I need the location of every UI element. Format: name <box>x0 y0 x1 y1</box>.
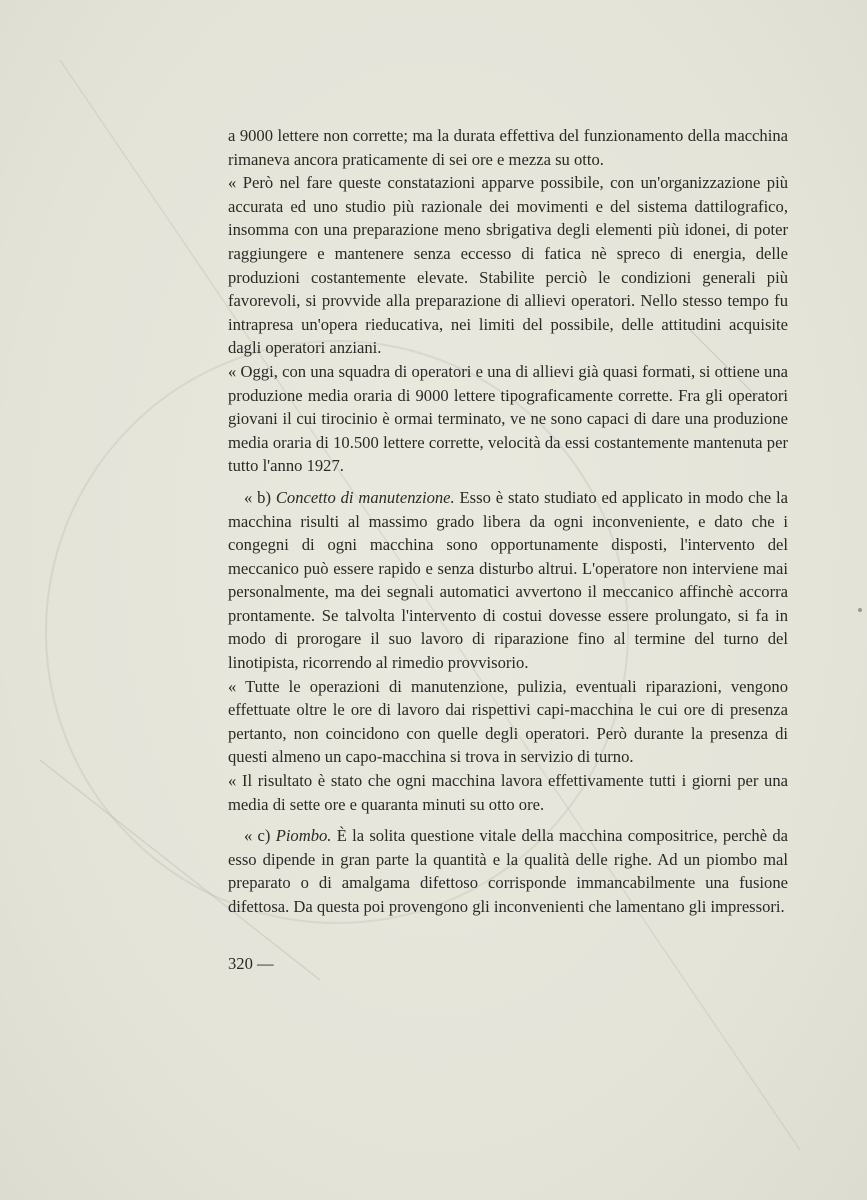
paragraph-text: « Però nel fare queste constatazioni apparve possibile, con un'organizzazione più accurata ed uno studio più razionale dei movimenti e del sistema dattilografico, insomma con una preparazione meno sbrigativa degli elementi più idonei, di poter raggiungere e mantenere senza eccesso di fatica nè spreco di energia, delle produzioni costantemente elevate. Stabilite perciò le condizioni generali più favorevoli, si provvide alla preparazione di allievi operatori. Nello stesso tempo fu intrapresa un'opera rieducativa, nei limiti del possibile, delle attitudini acquisite dagli operatori anziani. <box>228 173 788 358</box>
paragraph-7 <box>228 824 788 918</box>
paragraph-4 <box>228 486 788 675</box>
paragraph-text: È la solita questione vitale della macchina compositrice, perchè da esso dipende in gran parte la quantità e la qualità delle righe. Ad un piombo mal preparato o di amalgama difettoso corrisponde immancabilmente una fusione difettosa. Da questa poi provengono gli inconvenienti che lamentano gli impressori. <box>228 826 788 916</box>
paragraph-2 <box>228 171 788 360</box>
paragraph-text: Esso è stato studiato ed applicato in modo che la macchina risulti al massimo grado libera da ogni inconveniente, e dato che i congegni di ogni macchina sono opportunamente disposti, l'intervento del meccanico può essere rapido e senza disturbo altrui. L'operatore non interviene mai personalmente, ma dei segnali automatici avvertono il meccanico affinchè accorra prontamente. Se talvolta l'intervento di costui dovesse essere prolungato, si fa in modo di prorogare il suo lavoro di riparazione fino al termine del turno del linotipista, ricorrendo al rimedio provvisorio. <box>228 487 788 673</box>
paragraph-text: « c) <box>244 826 276 846</box>
paragraph-3 <box>228 360 788 478</box>
paragraph-5 <box>228 675 788 769</box>
page-number: 320 — <box>228 954 274 973</box>
page-speck <box>858 608 862 612</box>
paragraph-1 <box>228 124 788 171</box>
paragraph-text: « Oggi, con una squadra di operatori e una di allievi già quasi formati, si ottiene una produzione media oraria di 9000 lettere tipograficamente corrette. Fra gli operatori giovani il cui tirocinio è ormai terminato, ve ne sono capaci di dare una produzione media oraria di 10.500 lettere corrette, velocità da essi costantemente mantenuta per tutto l'anno 1927. <box>228 361 788 476</box>
paragraph-text: « b) <box>244 487 276 507</box>
paragraph-text: « Il risultato è stato che ogni macchina lavora effettivamente tutti i giorni per una media di sette ore e quaranta minuti su otto ore. <box>228 771 788 814</box>
section-heading-manutenzione: Concetto di manutenzione. <box>275 487 455 507</box>
body-text <box>228 124 788 919</box>
paragraph-text: « Tutte le operazioni di manutenzione, pulizia, eventuali riparazioni, vengono effettuate oltre le ore di lavoro dai rispettivi capi-macchina le cui ore di presenza pertanto, non coincidono con quelle degli operatori. Però durante la presenza di questi almeno un capo-macchina si trova in servizio di turno. <box>228 676 788 767</box>
section-heading-piombo: Piombo. <box>275 826 332 846</box>
paragraph-text: a 9000 lettere non corrette; ma la durata effettiva del funzionamento della macchina rimaneva ancora praticamente di sei ore e mezza su otto. <box>228 126 788 169</box>
paragraph-6 <box>228 769 788 816</box>
